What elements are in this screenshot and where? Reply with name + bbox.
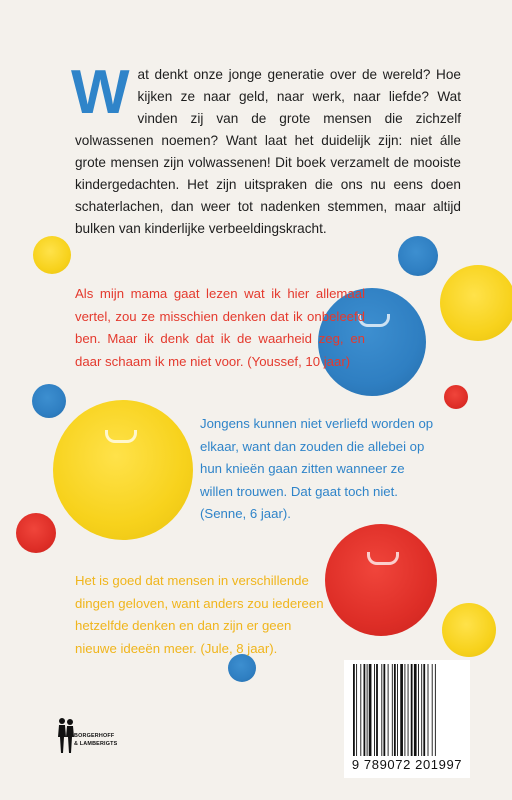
barcode-bar (397, 664, 398, 756)
yellow-ball-bottom-right (442, 603, 496, 657)
barcode-bar (418, 664, 419, 756)
barcode-bar (369, 664, 372, 756)
barcode-bar (394, 664, 396, 756)
barcode-bar (435, 664, 436, 756)
intro-paragraph (71, 58, 461, 240)
barcode-bar (414, 664, 417, 756)
yellow-ball-top-left (33, 236, 71, 274)
barcode-bar (432, 664, 433, 756)
barcode-bar (408, 664, 409, 756)
yellow-ball-large (53, 400, 193, 540)
barcode-bar (374, 664, 375, 756)
barcode-bar (428, 664, 429, 756)
red-ball-large (325, 524, 437, 636)
barcode-bar (356, 664, 357, 756)
intro-text: at denkt onze jonge generatie over de wereld? Hoe kijken ze naar geld, naar werk, naar liefde? Wat vinden zij van de grote mensen die zichzelf volwassenen noemen? Want laat het duidelijk zijn: niet álle grote mensen zijn volwassenen! Dit boek verzamelt de mooiste kindergedachten. Het zijn uitspraken die ons nu eens doen schaterlachen, dan weer tot nadenken stemmen, maar altijd bulken van kinderlijke verbeeldingskracht. (75, 67, 461, 236)
yellow-ball-right (440, 265, 512, 341)
quote-senne: Jongens kunnen niet verliefd worden op elkaar, want dan zouden die allebei op hun knieën gaan zitten wanneer ze willen trouwen. Dat gaat toch niet. (Senne, 6 jaar). (200, 416, 434, 522)
red-ball-small-right (444, 385, 468, 409)
barcode-bar (388, 664, 389, 756)
blue-ball-small-left (32, 384, 66, 418)
barcode-bar (400, 664, 403, 756)
barcode-bar (381, 664, 382, 756)
isbn-number: 9 789072 201997 (351, 757, 463, 772)
barcode-bar (404, 664, 405, 756)
quote-youssef: Als mijn mama gaat lezen wat ik hier allemaal vertel, zou ze misschien denken dat ik onbeleefd ben. Maar ik denk dat ik de waarheid zeg, en daar schaam ik me niet voor. (Youssef, 10 jaar) (75, 286, 365, 369)
blue-ball-top-right (398, 236, 438, 276)
publisher-name-line1: BORGERHOFF (74, 733, 115, 739)
publisher-name-line2: & LAMBERIGTS (74, 741, 118, 747)
barcode-bar (421, 664, 422, 756)
barcode-bar (411, 664, 413, 756)
barcode-bar (392, 664, 393, 756)
barcode-bars (353, 664, 463, 756)
barcode (344, 660, 470, 778)
barcode-bar (364, 664, 366, 756)
red-ball-left (16, 513, 56, 553)
quote-jule: Het is goed dat mensen in verschillende dingen geloven, want anders zou iedereen hetzelfde denken en dan zijn er geen nieuwe ideeën meer. (Jule, 8 jaar). (75, 573, 324, 656)
barcode-bar (383, 664, 385, 756)
barcode-bar (376, 664, 378, 756)
barcode-bar (360, 664, 361, 756)
barcode-bar (367, 664, 368, 756)
barcode-bar (353, 664, 355, 756)
drop-cap: W (71, 58, 130, 127)
barcode-bar (423, 664, 425, 756)
